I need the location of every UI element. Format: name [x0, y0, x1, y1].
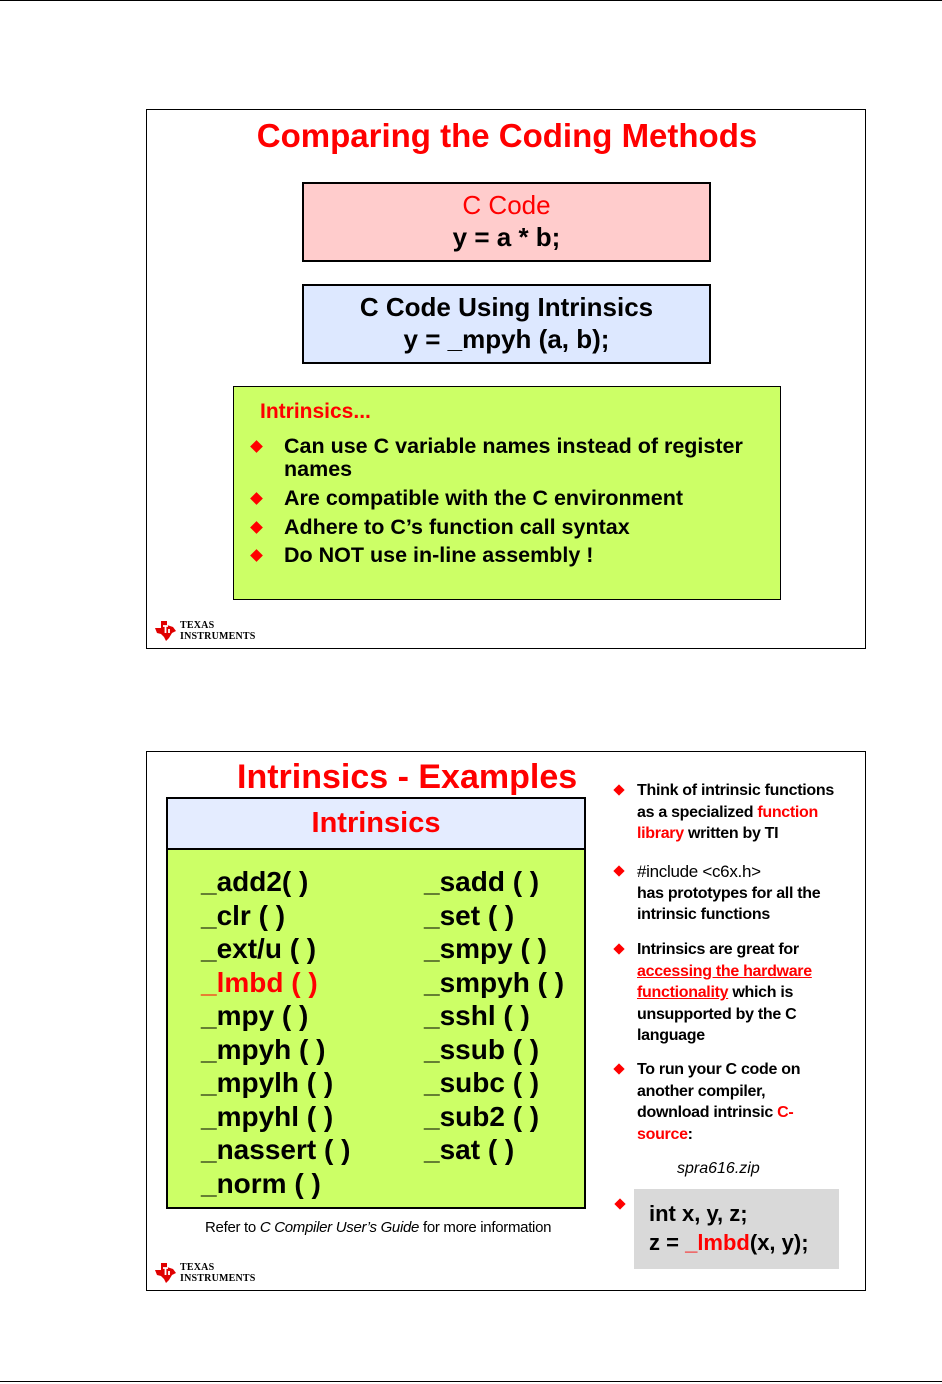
- footnote-suffix: for more information: [419, 1219, 552, 1236]
- diamond-bullet-icon: [613, 865, 624, 876]
- bullet-text: [637, 1059, 817, 1145]
- intrinsics-code-expression: y = _mpyh (a, b);: [403, 324, 610, 354]
- intrinsic-item: _ext/u ( ): [201, 933, 317, 964]
- lmbd-code-example: [634, 1189, 839, 1269]
- code-line-declaration: int x, y, z;: [649, 1201, 748, 1226]
- c-code-box: [302, 182, 711, 262]
- benefit-item: [252, 516, 770, 539]
- intrinsics-table-header: Intrinsics: [168, 799, 584, 850]
- ti-wordmark-line1: TEXAS: [180, 620, 215, 631]
- intrinsics-code-box: [302, 284, 711, 364]
- bullet-text: [637, 861, 855, 926]
- include-directive: #include <c6x.h>: [637, 862, 761, 881]
- bullet-text: [637, 939, 855, 1047]
- bullet-text-part: Think of intrinsic functions as a specialized: [637, 782, 834, 821]
- bullet-highlight-link: accessing the hardware: [637, 962, 812, 980]
- diamond-bullet-icon: [613, 943, 624, 954]
- bullet-text-part: has prototypes for all the intrinsic functions: [637, 884, 821, 923]
- diamond-bullet-icon: [613, 784, 624, 795]
- c-code-expression: y = a * b;: [452, 222, 561, 252]
- intrinsic-item: _sshl ( ): [424, 1000, 530, 1031]
- diamond-bullet-icon: [614, 1198, 625, 1209]
- bullet-text-part: written by TI: [683, 825, 779, 842]
- intrinsic-item: _subc ( ): [424, 1067, 540, 1098]
- intrinsic-item: _mpylh ( ): [201, 1067, 334, 1098]
- slide-title: Comparing the Coding Methods: [256, 117, 758, 154]
- intrinsic-item: _clr ( ): [201, 899, 286, 931]
- top-rule: [0, 0, 942, 1]
- bullet-text-part: Intrinsics are great for: [637, 941, 799, 958]
- diamond-bullet-icon: [250, 521, 263, 534]
- diamond-bullet-icon: [250, 492, 263, 505]
- bullet-intrinsic-library: [615, 780, 855, 845]
- intrinsic-item: _mpyhl ( ): [201, 1100, 334, 1132]
- bullet-highlight: C-source: [637, 1104, 794, 1143]
- benefit-text: Do NOT use in-line assembly !: [284, 543, 594, 567]
- benefit-item: [252, 544, 770, 567]
- footnote-guide-title: C Compiler User’s Guide: [259, 1219, 420, 1236]
- benefit-text: Are compatible with the C environment: [284, 486, 683, 510]
- intrinsic-item-highlighted: _lmbd ( ): [201, 966, 318, 998]
- intrinsic-item: _sat ( ): [424, 1134, 515, 1165]
- benefit-text: Can use C variable names instead of register names: [284, 434, 743, 481]
- ti-wordmark: [180, 620, 256, 642]
- c-code-label: C Code: [462, 190, 551, 220]
- benefit-item: [252, 487, 770, 510]
- slide-title: Intrinsics - Examples: [237, 758, 578, 796]
- ti-wordmark-line2: INSTRUMENTS: [180, 631, 256, 642]
- bullet-include-header: [615, 861, 855, 926]
- code-text: z =: [649, 1230, 686, 1255]
- bullet-text-part: which is unsupported by the C language: [637, 984, 797, 1044]
- bullet-highlight-link: functionality: [637, 984, 729, 1001]
- intrinsic-item: _smpy ( ): [424, 933, 547, 964]
- slide-intrinsics-examples: [146, 751, 866, 1291]
- benefits-heading: Intrinsics...: [260, 400, 371, 423]
- intrinsic-item: _add2( ): [201, 866, 309, 897]
- intrinsics-code-label: C Code Using Intrinsics: [359, 292, 654, 322]
- code-highlight: _lmbd: [685, 1230, 750, 1255]
- bullet-text-part: To run your C code on another compiler, download intrinsic: [637, 1061, 801, 1121]
- intrinsics-table: [166, 797, 586, 1209]
- ti-wordmark-line1: TEXAS: [180, 1262, 215, 1273]
- bullet-highlight: function library: [637, 803, 819, 842]
- intrinsic-item: _nassert ( ): [201, 1134, 351, 1165]
- code-line-call: [649, 1228, 809, 1257]
- intrinsics-benefits-box: [233, 386, 781, 600]
- footnote-prefix: Refer to: [205, 1219, 260, 1236]
- diamond-bullet-icon: [613, 1063, 624, 1074]
- intrinsic-item: _sadd ( ): [424, 866, 540, 897]
- slide-comparing-coding-methods: [146, 109, 866, 649]
- code-text: (x, y);: [749, 1230, 809, 1255]
- diamond-bullet-icon: [250, 549, 263, 562]
- ti-wordmark-line2: INSTRUMENTS: [180, 1273, 256, 1284]
- intrinsic-item: _smpyh ( ): [424, 966, 565, 998]
- benefit-text: Adhere to C’s function call syntax: [284, 515, 630, 539]
- bullet-text: [637, 780, 855, 845]
- texas-instruments-logo: [153, 1262, 256, 1284]
- bullet-hardware-access: [615, 939, 855, 1047]
- bullet-text-part: :: [687, 1125, 693, 1143]
- ti-state-icon: [153, 620, 177, 642]
- diamond-bullet-icon: [250, 440, 263, 453]
- intrinsic-item: _sub2 ( ): [424, 1100, 540, 1132]
- ti-wordmark: [180, 1262, 256, 1284]
- benefit-item: [252, 435, 770, 481]
- intrinsic-item: _set ( ): [424, 899, 515, 931]
- bullet-other-compiler: [615, 1059, 855, 1145]
- intrinsic-item: _mpyh ( ): [201, 1033, 326, 1065]
- intrinsic-item: _norm ( ): [201, 1167, 321, 1199]
- intrinsic-item: _mpy ( ): [201, 1000, 309, 1031]
- ti-state-icon: [153, 1262, 177, 1284]
- zip-filename: spra616.zip: [677, 1160, 760, 1177]
- intrinsic-item: _ssub ( ): [424, 1033, 540, 1065]
- bottom-rule: [0, 1381, 942, 1382]
- reference-footnote: [205, 1218, 551, 1238]
- texas-instruments-logo: [153, 620, 256, 642]
